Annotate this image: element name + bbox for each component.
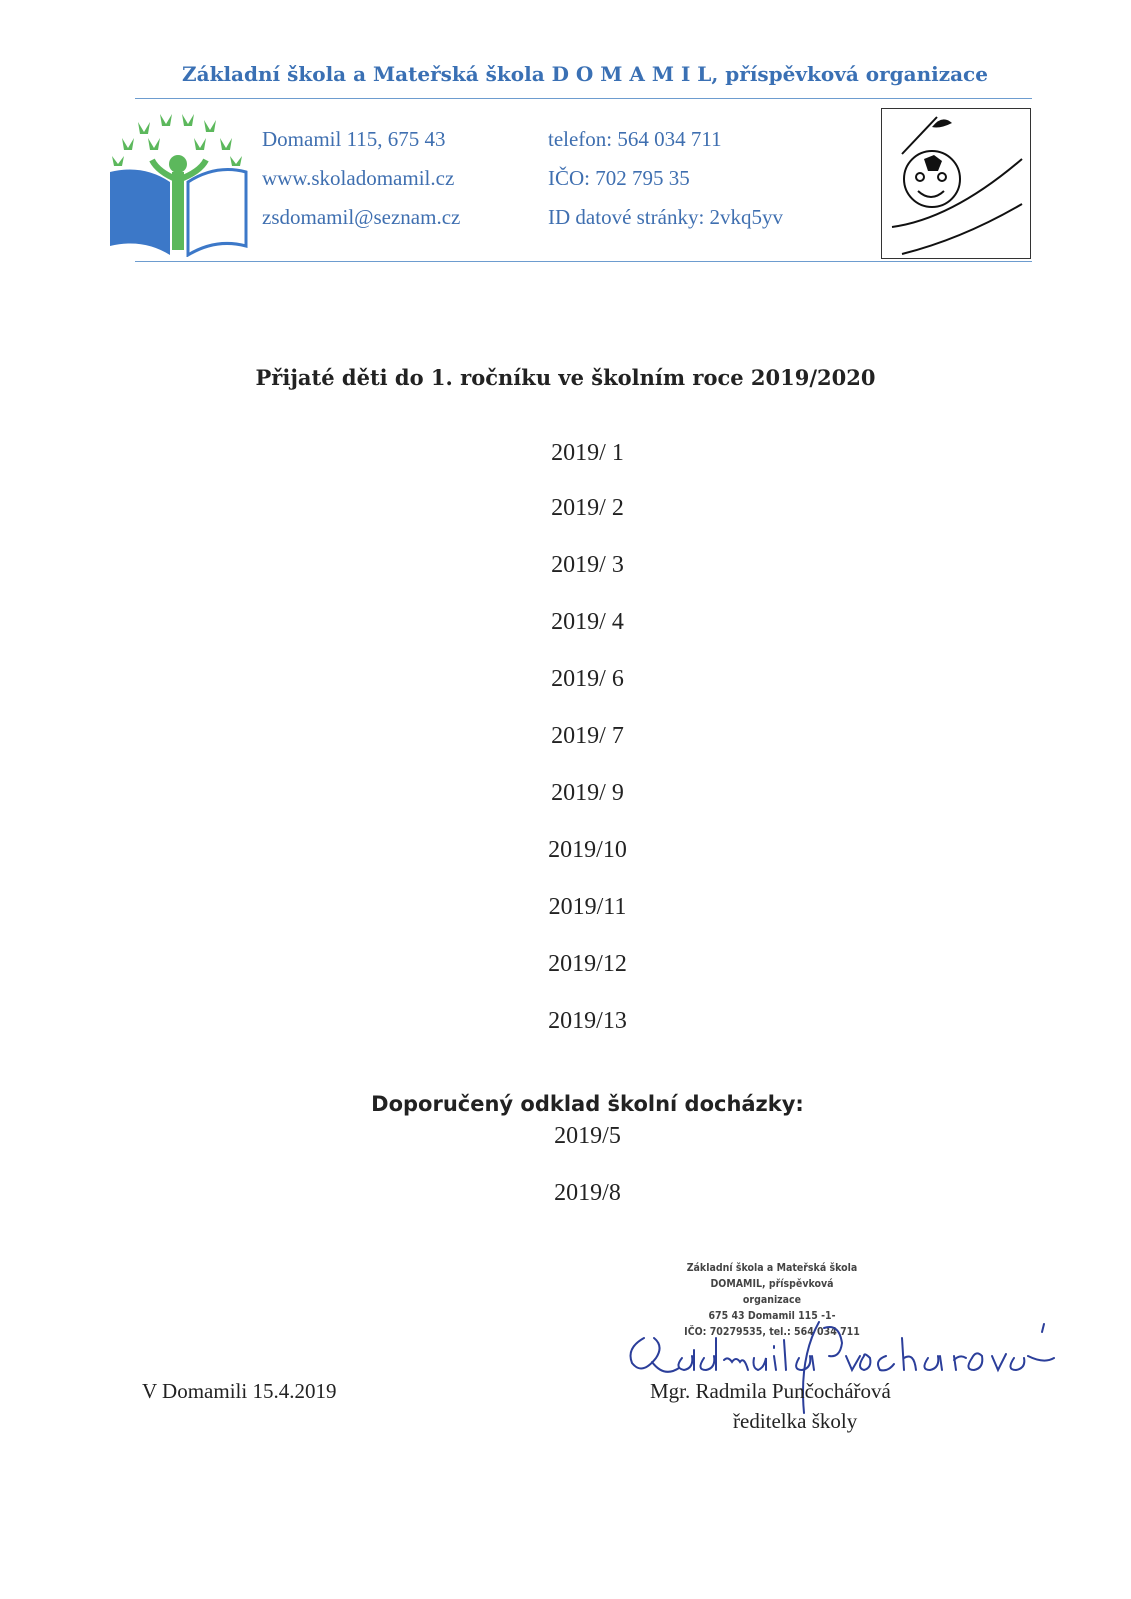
accepted-item: 2019/ 7 (551, 723, 624, 749)
document-title: Přijaté děti do 1. ročníku ve školním roce 2019/2020 (255, 365, 876, 390)
data-box-id-text: ID datové stránky: 2vkq5yv (548, 205, 784, 229)
accepted-item: 2019/10 (548, 837, 627, 863)
place-and-date: V Domamili 15.4.2019 (142, 1379, 337, 1403)
accepted-item: 2019/ 1 (551, 440, 624, 466)
deferral-heading: Doporučený odklad školní docházky: (371, 1092, 804, 1116)
accepted-item: 2019/ 2 (551, 495, 624, 521)
accepted-item: 2019/ 6 (551, 666, 624, 692)
email-link[interactable]: zsdomamil@seznam.cz (262, 205, 461, 229)
accepted-item: 2019/ 3 (551, 552, 624, 578)
accepted-item: 2019/ 9 (551, 780, 624, 806)
signer-name: Mgr. Radmila Punčochářová (650, 1379, 891, 1403)
ico-text: IČO: 702 795 35 (548, 166, 690, 190)
address-text: Domamil 115, 675 43 (262, 127, 446, 151)
deferred-item: 2019/8 (554, 1180, 621, 1206)
accepted-item: 2019/13 (548, 1008, 627, 1034)
accepted-item: 2019/11 (548, 894, 627, 920)
signer-role: ředitelka školy (733, 1409, 858, 1433)
phone-text: telefon: 564 034 711 (548, 127, 722, 151)
accepted-item: 2019/12 (548, 951, 627, 977)
school-tree-book-logo (108, 112, 250, 257)
stamp-line: 675 43 Domamil 115 -1- (708, 1310, 836, 1322)
header-bottom-rule (135, 261, 1032, 262)
website-link[interactable]: www.skoladomamil.cz (262, 166, 455, 190)
stamp-line: Základní škola a Mateřská škola (686, 1262, 858, 1274)
school-hand-drawn-logo (881, 108, 1031, 259)
header-top-rule (135, 98, 1032, 99)
stamp-line: IČO: 70279535, tel.: 564 034 711 (684, 1326, 860, 1338)
football-face-icon (882, 109, 1029, 257)
deferred-item: 2019/5 (554, 1123, 621, 1149)
school-name-heading: Základní škola a Mateřská škola D O M A M I L, příspěvková organizace (182, 62, 988, 86)
stamp-line: DOMAMIL, příspěvková organizace (710, 1278, 834, 1306)
accepted-item: 2019/ 4 (551, 609, 624, 635)
